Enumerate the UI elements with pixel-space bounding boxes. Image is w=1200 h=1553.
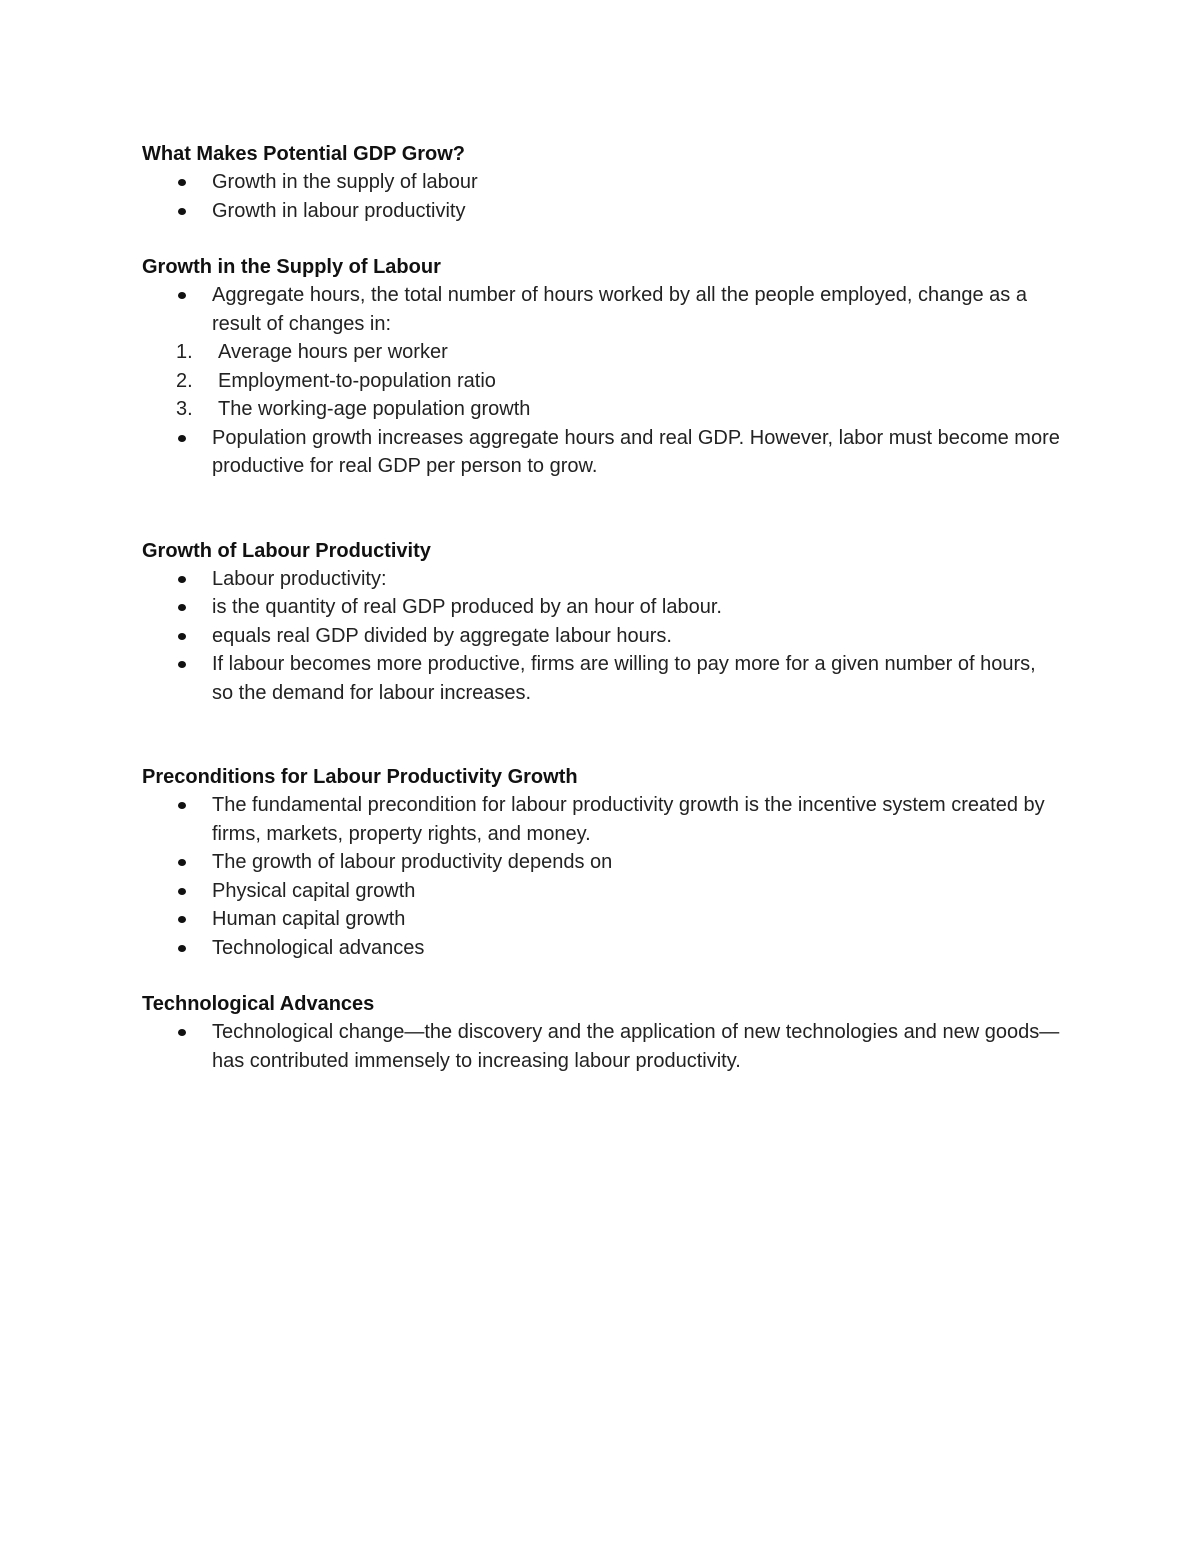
document-content bbox=[142, 140, 1062, 1075]
list-item bbox=[142, 650, 1062, 707]
section-heading: Growth in the Supply of Labour bbox=[142, 256, 441, 278]
list-item-text: Average hours per worker bbox=[218, 341, 448, 363]
section-labour-productivity bbox=[142, 537, 1062, 708]
list-number: 3. bbox=[176, 398, 193, 420]
list-item bbox=[142, 424, 1062, 481]
list-number: 2. bbox=[176, 369, 193, 392]
list-item-text: is the quantity of real GDP produced by an hour of labour. bbox=[212, 596, 722, 618]
list-item bbox=[142, 593, 1062, 622]
list-item-text: If labour becomes more productive, firms are willing to pay more for a given number of hours, so the demand for labour increases. bbox=[212, 653, 1036, 704]
list-item-text: The working-age population growth bbox=[218, 398, 531, 420]
list-item-text: Growth in the supply of labour bbox=[212, 171, 478, 193]
list-item-text: The growth of labour productivity depends on bbox=[212, 851, 613, 873]
bullet-icon bbox=[178, 604, 186, 611]
section-heading: Preconditions for Labour Productivity Growth bbox=[142, 766, 578, 788]
list-item bbox=[142, 168, 1062, 197]
list-item-text: Human capital growth bbox=[212, 908, 406, 930]
numbered-item bbox=[142, 338, 1062, 367]
list-item-text: Population growth increases aggregate hours and real GDP. However, labor must become more productive for real GDP per person to grow. bbox=[212, 426, 1060, 477]
numbered-item bbox=[142, 395, 1062, 424]
list-item-text: Physical capital growth bbox=[212, 879, 416, 902]
list-item-text: Technological advances bbox=[212, 936, 425, 959]
numbered-item bbox=[142, 367, 1062, 396]
list-item-text: equals real GDP divided by aggregate labour hours. bbox=[212, 624, 672, 647]
section-preconditions bbox=[142, 763, 1062, 962]
bullet-icon bbox=[178, 945, 186, 952]
list-item-text: Labour productivity: bbox=[212, 567, 387, 590]
bullet-icon bbox=[178, 661, 186, 668]
list-item bbox=[142, 197, 1062, 226]
list-item-text: Technological change—the discovery and the application of new technologies and new goods—has contributed immensely to increasing labour productivity. bbox=[212, 1021, 1060, 1072]
list-item bbox=[142, 934, 1062, 963]
bullet-icon bbox=[178, 859, 186, 866]
bullet-icon bbox=[178, 888, 186, 895]
section-heading: What Makes Potential GDP Grow? bbox=[142, 143, 466, 165]
bullet-icon bbox=[178, 1029, 186, 1036]
list-item-text: Aggregate hours, the total number of hours worked by all the people employed, change as a result of changes in: bbox=[212, 284, 1027, 335]
section-potential-gdp bbox=[142, 140, 1062, 225]
section-heading: Growth of Labour Productivity bbox=[142, 539, 431, 562]
section-technological-advances bbox=[142, 990, 1062, 1075]
bullet-icon bbox=[178, 292, 186, 299]
section-heading: Technological Advances bbox=[142, 993, 375, 1015]
list-item bbox=[142, 877, 1062, 906]
list-item bbox=[142, 622, 1062, 651]
list-item-text: The fundamental precondition for labour productivity growth is the incentive system created by firms, markets, property rights, and money. bbox=[212, 794, 1045, 845]
list-item bbox=[142, 848, 1062, 877]
list-number: 1. bbox=[176, 341, 193, 363]
list-item-text: Employment-to-population ratio bbox=[218, 369, 496, 392]
list-item bbox=[142, 791, 1062, 848]
list-item bbox=[142, 565, 1062, 594]
list-item bbox=[142, 281, 1062, 338]
bullet-icon bbox=[178, 576, 186, 583]
bullet-icon bbox=[178, 916, 186, 923]
list-item-text: Growth in labour productivity bbox=[212, 199, 466, 222]
list-item bbox=[142, 905, 1062, 934]
bullet-icon bbox=[178, 633, 186, 640]
section-supply-of-labour bbox=[142, 253, 1062, 481]
list-item bbox=[142, 1018, 1062, 1075]
bullet-icon bbox=[178, 802, 186, 809]
bullet-icon bbox=[178, 435, 186, 442]
bullet-icon bbox=[178, 179, 186, 186]
bullet-icon bbox=[178, 208, 186, 215]
